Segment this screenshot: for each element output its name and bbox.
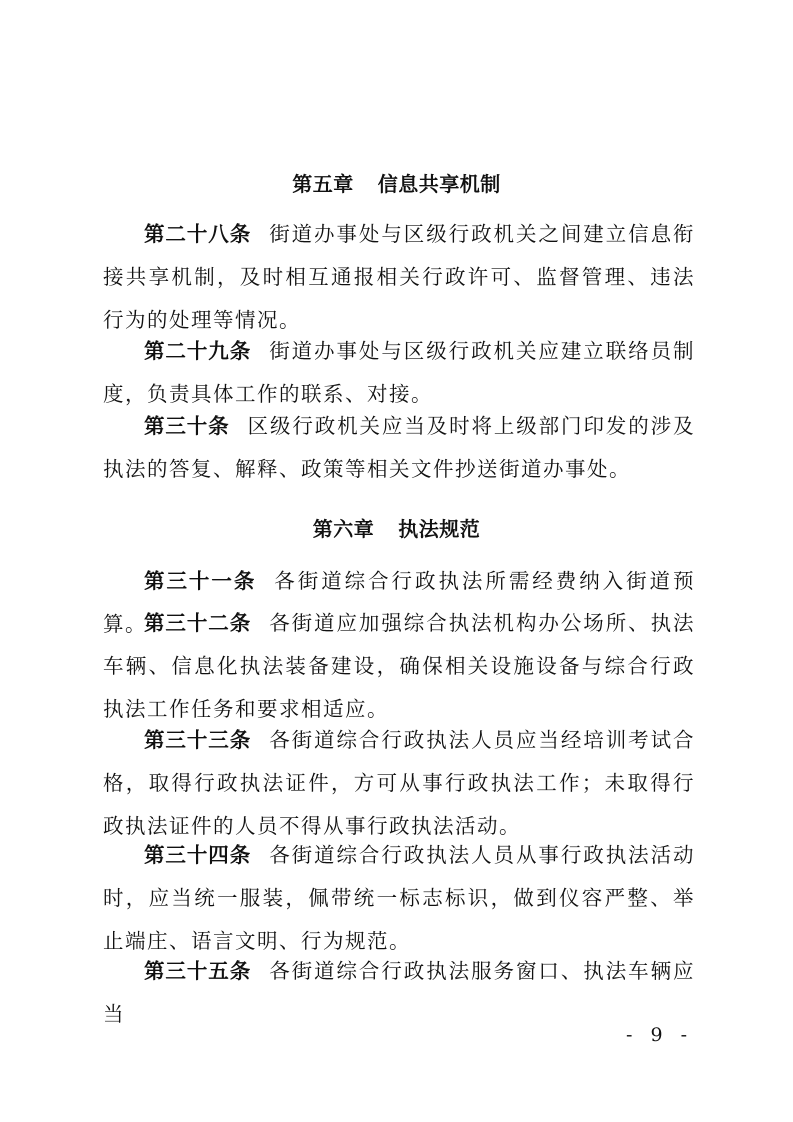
- article-29-text: 街道办事处与区级行政机关应建立联络员制度，负责具体工作的联系、对接。: [103, 339, 696, 406]
- page-number: - 9 -: [625, 1024, 693, 1046]
- chapter-6-title: 执法规范: [398, 517, 481, 541]
- article-34-text: 各街道综合行政执法人员从事行政执法活动时，应当统一服装，佩带统一标志标识，做到仪容严整、举止端庄、语言文明、行为规范。: [103, 843, 696, 953]
- article-32-text: 各街道应加强综合执法机构办公场所、执法车辆、信息化执法装备建设，确保相关设施设备与综合行政执法工作任务和要求相适应。: [103, 611, 696, 721]
- article-30-number: 第三十条: [144, 414, 230, 438]
- article-30: [103, 405, 695, 491]
- chapter-6-heading: [0, 513, 793, 542]
- article-33-text: 各街道综合行政执法人员应当经培训考试合格，取得行政执法证件，方可从事行政执法工作；未取得行政执法证件的人员不得从事行政执法活动。: [103, 728, 696, 838]
- chapter-5-number: 第五章: [292, 172, 354, 196]
- chapter-6-number: 第六章: [312, 517, 375, 541]
- article-32-number: 第三十二条: [144, 611, 252, 635]
- chapter-5-title: 信息共享机制: [377, 172, 501, 196]
- article-33: [103, 719, 695, 848]
- article-31-number: 第三十一条: [144, 569, 257, 593]
- article-28-text: 街道办事处与区级行政机关之间建立信息衔接共享机制，及时相互通报相关行政许可、监督管理、违法行为的处理等情况。: [103, 222, 696, 332]
- article-35: [103, 950, 695, 1036]
- article-35-number: 第三十五条: [144, 959, 252, 983]
- article-33-number: 第三十三条: [144, 728, 252, 752]
- article-29-number: 第二十九条: [144, 339, 252, 363]
- chapter-5-heading: [0, 168, 793, 197]
- article-30-text: 区级行政机关应当及时将上级部门印发的涉及执法的答复、解释、政策等相关文件抄送街道办事处。: [103, 414, 696, 481]
- article-35-text: 各街道综合行政执法服务窗口、执法车辆应当: [103, 959, 696, 1026]
- article-32: [103, 602, 695, 731]
- article-34: [103, 834, 695, 963]
- article-31-text: 各街道综合行政执法所需经费纳入街道预算。: [103, 569, 696, 636]
- article-28-number: 第二十八条: [144, 222, 252, 246]
- article-29: [103, 330, 695, 416]
- article-28: [103, 213, 695, 342]
- article-34-number: 第三十四条: [144, 843, 252, 867]
